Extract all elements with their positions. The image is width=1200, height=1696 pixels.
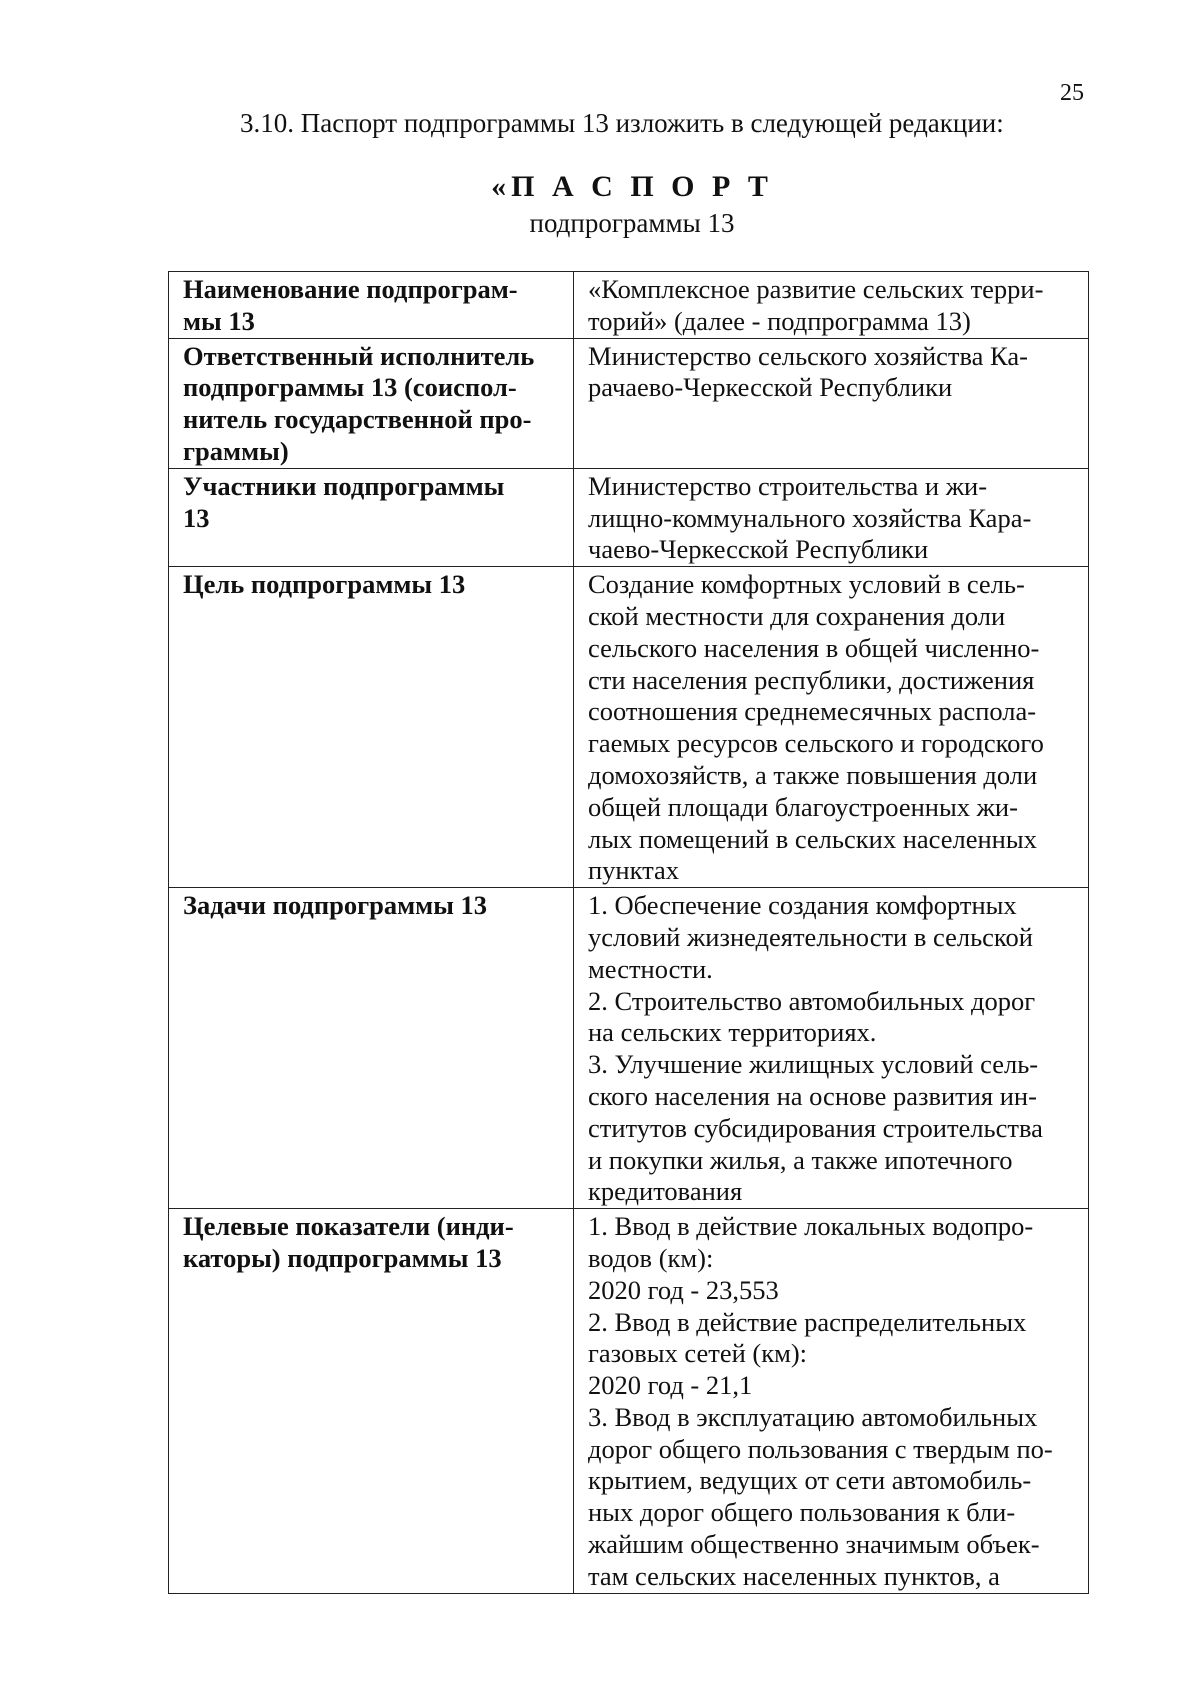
cell-text-line: общей площади благоустроенных жи- (588, 791, 1018, 822)
row-value-cell (574, 567, 1089, 888)
table-row (169, 272, 1089, 339)
cell-text-line: и покупки жилья, а также ипотечного (588, 1144, 1013, 1175)
cell-text-line: водов (км): (588, 1242, 714, 1273)
row-label-cell (169, 567, 574, 888)
cell-text-line: торий» (далее - подпрограмма 13) (588, 305, 971, 336)
table-row (169, 338, 1089, 468)
cell-text-line: ститутов субсидирования строительства (588, 1112, 1043, 1143)
cell-text-line: сти населения республики, достижения (588, 664, 1035, 695)
cell-text-line: чаево-Черкесской Республики (588, 534, 929, 565)
cell-text-line: 2. Строительство автомобильных дорог (588, 985, 1036, 1016)
row-label-cell (169, 468, 574, 566)
cell-text-line: рачаево-Черкесской Республики (588, 372, 953, 403)
page-number: 25 (1060, 80, 1084, 106)
cell-text-line: лищно-коммунального хозяйства Кара- (588, 502, 1032, 533)
passport-table (168, 271, 1089, 1594)
cell-text-line: «Комплексное развитие сельских терри- (588, 274, 1044, 304)
row-label-cell (169, 272, 574, 339)
row-value-cell (574, 888, 1089, 1209)
row-label-cell (169, 1209, 574, 1594)
cell-text-line: граммы) (183, 435, 289, 466)
cell-text-line: лых помещений в сельских населенных (588, 823, 1037, 854)
cell-text-line: Министерство строительства и жи- (588, 470, 988, 501)
row-value-cell (574, 468, 1089, 566)
cell-text-line: 1. Обеспечение создания комфортных (588, 890, 1017, 921)
passport-table-body (169, 272, 1089, 1594)
cell-text-line: соотношения среднемесячных распола- (588, 696, 1037, 727)
cell-text-line: ской местности для сохранения доли (588, 600, 1006, 631)
cell-text-line: Ответственный исполнитель (183, 340, 535, 371)
cell-text-line: жайшим общественно значимым объек- (588, 1529, 1040, 1560)
cell-text-line: 13 (183, 502, 210, 533)
cell-text-line: условий жизнедеятельности в сельской (588, 921, 1033, 952)
cell-text-line: нитель государственной про- (183, 404, 532, 435)
cell-text-line: Министерство сельского хозяйства Ка- (588, 340, 1028, 371)
cell-text-line: гаемых ресурсов сельского и городского (588, 728, 1044, 759)
cell-text-line: ского населения на основе развития ин- (588, 1080, 1037, 1111)
cell-text-line: Задачи подпрограммы 13 (183, 890, 488, 921)
cell-text-line: 3. Улучшение жилищных условий сель- (588, 1049, 1039, 1080)
cell-text-line: мы 13 (183, 305, 255, 336)
row-label-cell (169, 888, 574, 1209)
row-value-cell (574, 338, 1089, 468)
cell-text-line: кредитования (588, 1176, 743, 1207)
row-label-cell (169, 338, 574, 468)
cell-text-line: Целевые показатели (инди- (183, 1211, 514, 1242)
cell-text-line: подпрограммы 13 (соиспол- (183, 372, 517, 403)
table-row (169, 888, 1089, 1209)
table-row (169, 567, 1089, 888)
document-title: «П А С П О Р Т (491, 170, 773, 203)
cell-text-line: там сельских населенных пунктов, а (588, 1560, 1000, 1591)
cell-text-line: 3. Ввод в эксплуатацию автомобильных (588, 1401, 1038, 1432)
cell-text-line: газовых сетей (км): (588, 1338, 808, 1369)
cell-text-line: Создание комфортных условий в сель- (588, 569, 1025, 600)
cell-text-line: крытием, ведущих от сети автомобиль- (588, 1465, 1032, 1496)
cell-text-line: дорог общего пользования с твердым по- (588, 1433, 1053, 1464)
cell-text-line: 2. Ввод в действие распределительных (588, 1306, 1027, 1337)
document-subtitle: подпрограммы 13 (529, 208, 735, 238)
cell-text-line: домохозяйств, а также повышения доли (588, 759, 1038, 790)
cell-text-line: ных дорог общего пользования к бли- (588, 1497, 1016, 1528)
row-value-cell (574, 1209, 1089, 1594)
cell-text-line: каторы) подпрограммы 13 (183, 1242, 502, 1273)
cell-text-line: Цель подпрограммы 13 (183, 569, 466, 600)
intro-text: 3.10. Паспорт подпрограммы 13 изложить в следующей редакции: (240, 108, 1004, 138)
table-row (169, 1209, 1089, 1594)
cell-text-line: 2020 год - 23,553 (588, 1274, 779, 1305)
cell-text-line: на сельских территориях. (588, 1017, 877, 1048)
cell-text-line: сельского населения в общей численно- (588, 632, 1040, 663)
cell-text-line: пунктах (588, 855, 680, 886)
cell-text-line: Наименование подпрограм- (183, 274, 518, 304)
row-value-cell (574, 272, 1089, 339)
cell-text-line: местности. (588, 953, 713, 984)
table-row (169, 468, 1089, 566)
cell-text-line: Участники подпрограммы (183, 470, 505, 501)
cell-text-line: 1. Ввод в действие локальных водопро- (588, 1211, 1034, 1242)
cell-text-line: 2020 год - 21,1 (588, 1370, 753, 1401)
